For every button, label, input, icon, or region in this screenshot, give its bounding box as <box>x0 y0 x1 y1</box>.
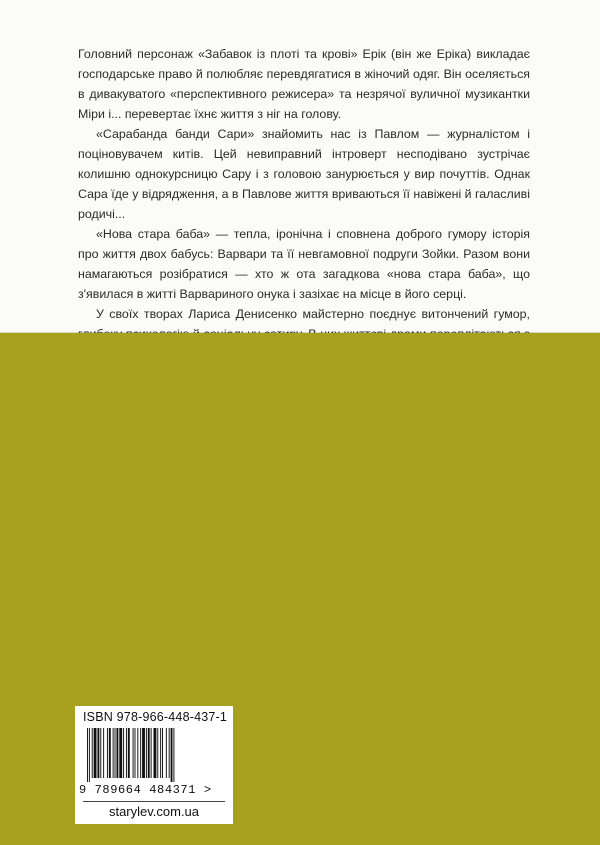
barcode-bar <box>128 728 130 778</box>
barcode-bar <box>103 728 104 778</box>
blurb-paragraph-4: У своїх творах Лариса Денисенко майстерно поєднує витончений гумор, <box>96 307 530 321</box>
barcode-bar <box>162 728 163 778</box>
barcode-bar <box>133 728 134 778</box>
divider-line <box>83 801 225 802</box>
blurb-paragraph-3: «Нова стара баба» — тепла, іронічна і сповнена доброго гумору історія про життя двох бабусь: Варвари та її невгамовної подруги Зойки. Разом вони намагаються розібратися — хто ж ота загадкова «нова стара баба», що з'явилася в житті Варвариного онука і зазіхає на місце в його серці. <box>78 227 530 301</box>
barcode-bar <box>126 728 127 778</box>
barcode-bar <box>148 728 150 778</box>
barcode-bar <box>137 728 138 778</box>
barcode-bar <box>89 728 90 782</box>
blurb-paragraph-2: «Сарабанда банди Сари» знайомить нас із Павлом — журналістом і поціновувачем китів. Цей невиправний інтроверт несподівано зустрічає колишню однокурсницю Сару і з головою занурюється у вир почуттів. Однак Сара їде у відрядження, а в Павлове життя вриваються її навіжені й галасливі родичі... <box>78 127 530 221</box>
barcode-bar <box>146 728 147 778</box>
barcode-bar <box>94 728 97 778</box>
barcode-bar <box>123 728 124 778</box>
barcode-bar <box>87 728 88 782</box>
barcode-bar <box>135 728 136 778</box>
barcode-bar <box>157 728 158 778</box>
barcode-bar <box>116 728 118 778</box>
barcode-bar <box>154 728 157 778</box>
publisher-website: starylev.com.ua <box>108 804 200 819</box>
barcode-bar <box>142 728 145 778</box>
barcode-bar <box>92 728 93 778</box>
barcode-digits: 9 789664 484371 > <box>79 783 212 797</box>
barcode-bar <box>107 728 108 778</box>
barcode-bar <box>109 728 111 778</box>
barcode-bar <box>97 728 99 778</box>
barcode-bar <box>113 728 114 778</box>
barcode-label <box>75 706 233 824</box>
barcode-bar <box>173 728 174 782</box>
barcode-bar <box>151 728 152 778</box>
blurb-panel <box>0 0 600 333</box>
barcode-bar <box>119 728 122 778</box>
barcode-bar <box>169 728 170 778</box>
barcode-bar <box>171 728 173 782</box>
barcode-bar <box>115 728 116 778</box>
barcode-bar <box>100 728 101 778</box>
blurb-paragraph-1: Головний персонаж «Забавок із плоті та крові» Ерік (він же Еріка) викладає господарське право й полюбляє перевдягатися в жіночий одяг. Він оселяється в дивакуватого «перспективного режисера» та незрячої вуличної музикантки Міри і... перевертає їхнє життя з ніг на голову. <box>78 47 530 121</box>
blurb-text <box>78 44 530 364</box>
isbn-number: ISBN 978-966-448-437-1 <box>83 710 228 724</box>
barcode-bar <box>166 728 167 778</box>
barcode-bar <box>140 728 141 778</box>
barcode-bars <box>87 728 223 782</box>
barcode-bar <box>160 728 161 778</box>
